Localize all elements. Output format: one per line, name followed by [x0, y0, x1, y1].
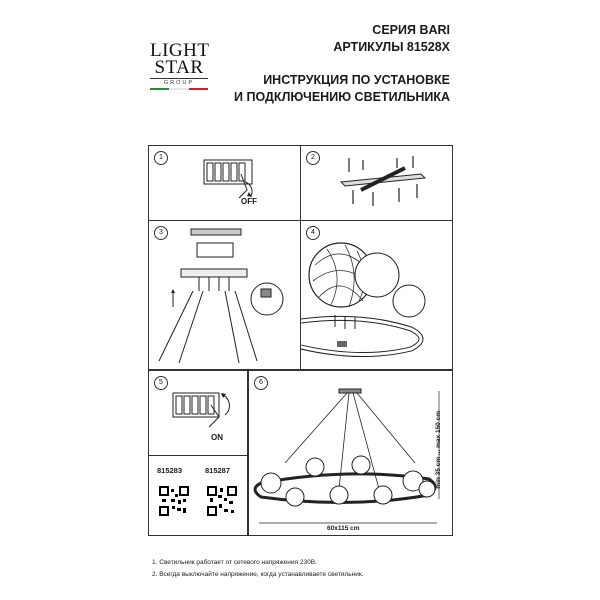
step-2-panel — [300, 145, 453, 221]
logo-line-star: STAR — [154, 57, 204, 78]
article-numbers: АРТИКУЛЫ 81528X — [333, 40, 450, 54]
article-815283: 815283 — [157, 466, 183, 475]
bracket-mounting-illustration — [301, 146, 454, 222]
step-1-panel — [148, 145, 301, 221]
instruction-title — [234, 72, 450, 106]
logo-line-light: LIGHT — [150, 40, 210, 61]
qr-code-815287 — [207, 486, 237, 516]
instruction-line-1: ИНСТРУКЦИЯ ПО УСТАНОВКЕ — [263, 73, 450, 87]
note-2: 2. Всегда выключайте напряжение, когда устанавливаете светильник. — [152, 571, 364, 578]
breaker-off-illustration — [149, 146, 302, 222]
off-label: OFF — [241, 197, 257, 206]
on-label: ON — [211, 433, 223, 442]
step-3-panel — [148, 220, 301, 370]
logo-line-group: GROUP — [150, 78, 208, 86]
step-5-panel — [148, 370, 248, 456]
article-815287: 815287 — [205, 466, 231, 475]
width-dimension-label: 60x115 cm — [327, 525, 360, 532]
shade-installation-illustration — [301, 221, 454, 371]
step-1-number: 1 — [154, 151, 168, 165]
articles-panel — [148, 456, 248, 536]
wiring-illustration — [149, 221, 302, 371]
height-dimension-label: min 35 cm ... max 150 cm — [435, 411, 442, 489]
brand-logo — [150, 42, 208, 90]
breaker-on-illustration — [149, 371, 249, 457]
series-title: СЕРИЯ BARI — [372, 23, 450, 37]
step-2-number: 2 — [306, 151, 320, 165]
chandelier-dimensions-illustration — [249, 371, 454, 537]
step-4-number: 4 — [306, 226, 320, 240]
qr-code-815283 — [159, 486, 189, 516]
italian-flag-stripe — [150, 88, 208, 90]
step-4-panel — [300, 220, 453, 370]
step-5-number: 5 — [154, 376, 168, 390]
instruction-line-2: И ПОДКЛЮЧЕНИЮ СВЕТИЛЬНИКА — [234, 90, 450, 104]
document-header — [234, 22, 450, 106]
step-3-number: 3 — [154, 226, 168, 240]
note-1: 1. Светильник работает от сетевого напряжения 230В. — [152, 559, 317, 566]
step-6-panel — [248, 370, 453, 536]
step-6-number: 6 — [254, 376, 268, 390]
